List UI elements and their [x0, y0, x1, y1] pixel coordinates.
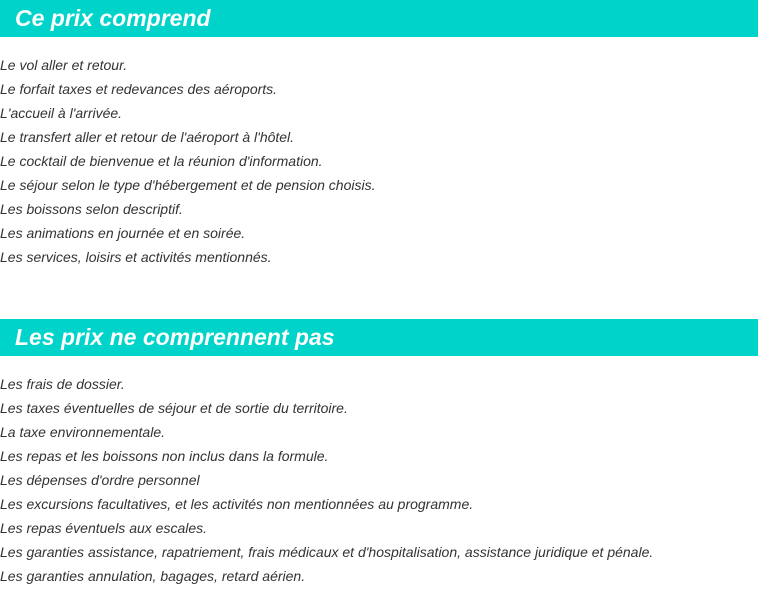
list-item: Les repas et les boissons non inclus dans la formule. — [0, 448, 329, 464]
included-section-title: Ce prix comprend — [15, 5, 211, 31]
list-item: Les dépenses d'ordre personnel — [0, 472, 200, 488]
included-section-header — [0, 0, 758, 37]
list-item: Les frais de dossier. — [0, 376, 125, 392]
list-item: Les garanties assistance, rapatriement, frais médicaux et d'hospitalisation, assistance juridique et pénale. — [0, 544, 654, 560]
list-item: Le forfait taxes et redevances des aéroports. — [0, 81, 278, 97]
list-item: Le cocktail de bienvenue et la réunion d'information. — [0, 153, 323, 169]
included-items-list — [0, 53, 375, 269]
excluded-section-title: Les prix ne comprennent pas — [15, 324, 335, 350]
list-item: Les excursions facultatives, et les activités non mentionnées au programme. — [0, 496, 474, 512]
list-item: Les boissons selon descriptif. — [0, 201, 183, 217]
excluded-section-header — [0, 319, 758, 356]
list-item: Les animations en journée et en soirée. — [0, 225, 246, 241]
list-item: Les garanties annulation, bagages, retard aérien. — [0, 568, 306, 584]
list-item: Les repas éventuels aux escales. — [0, 520, 208, 536]
list-item: Le transfert aller et retour de l'aéroport à l'hôtel. — [0, 129, 295, 145]
list-item: L'accueil à l'arrivée. — [0, 105, 123, 121]
excluded-items-list — [0, 372, 653, 588]
list-item: La taxe environnementale. — [0, 424, 165, 440]
list-item: Le séjour selon le type d'hébergement et de pension choisis. — [0, 177, 376, 193]
list-item: Le vol aller et retour. — [0, 57, 128, 73]
list-item: Les services, loisirs et activités mentionnés. — [0, 249, 272, 265]
list-item: Les taxes éventuelles de séjour et de sortie du territoire. — [0, 400, 348, 416]
